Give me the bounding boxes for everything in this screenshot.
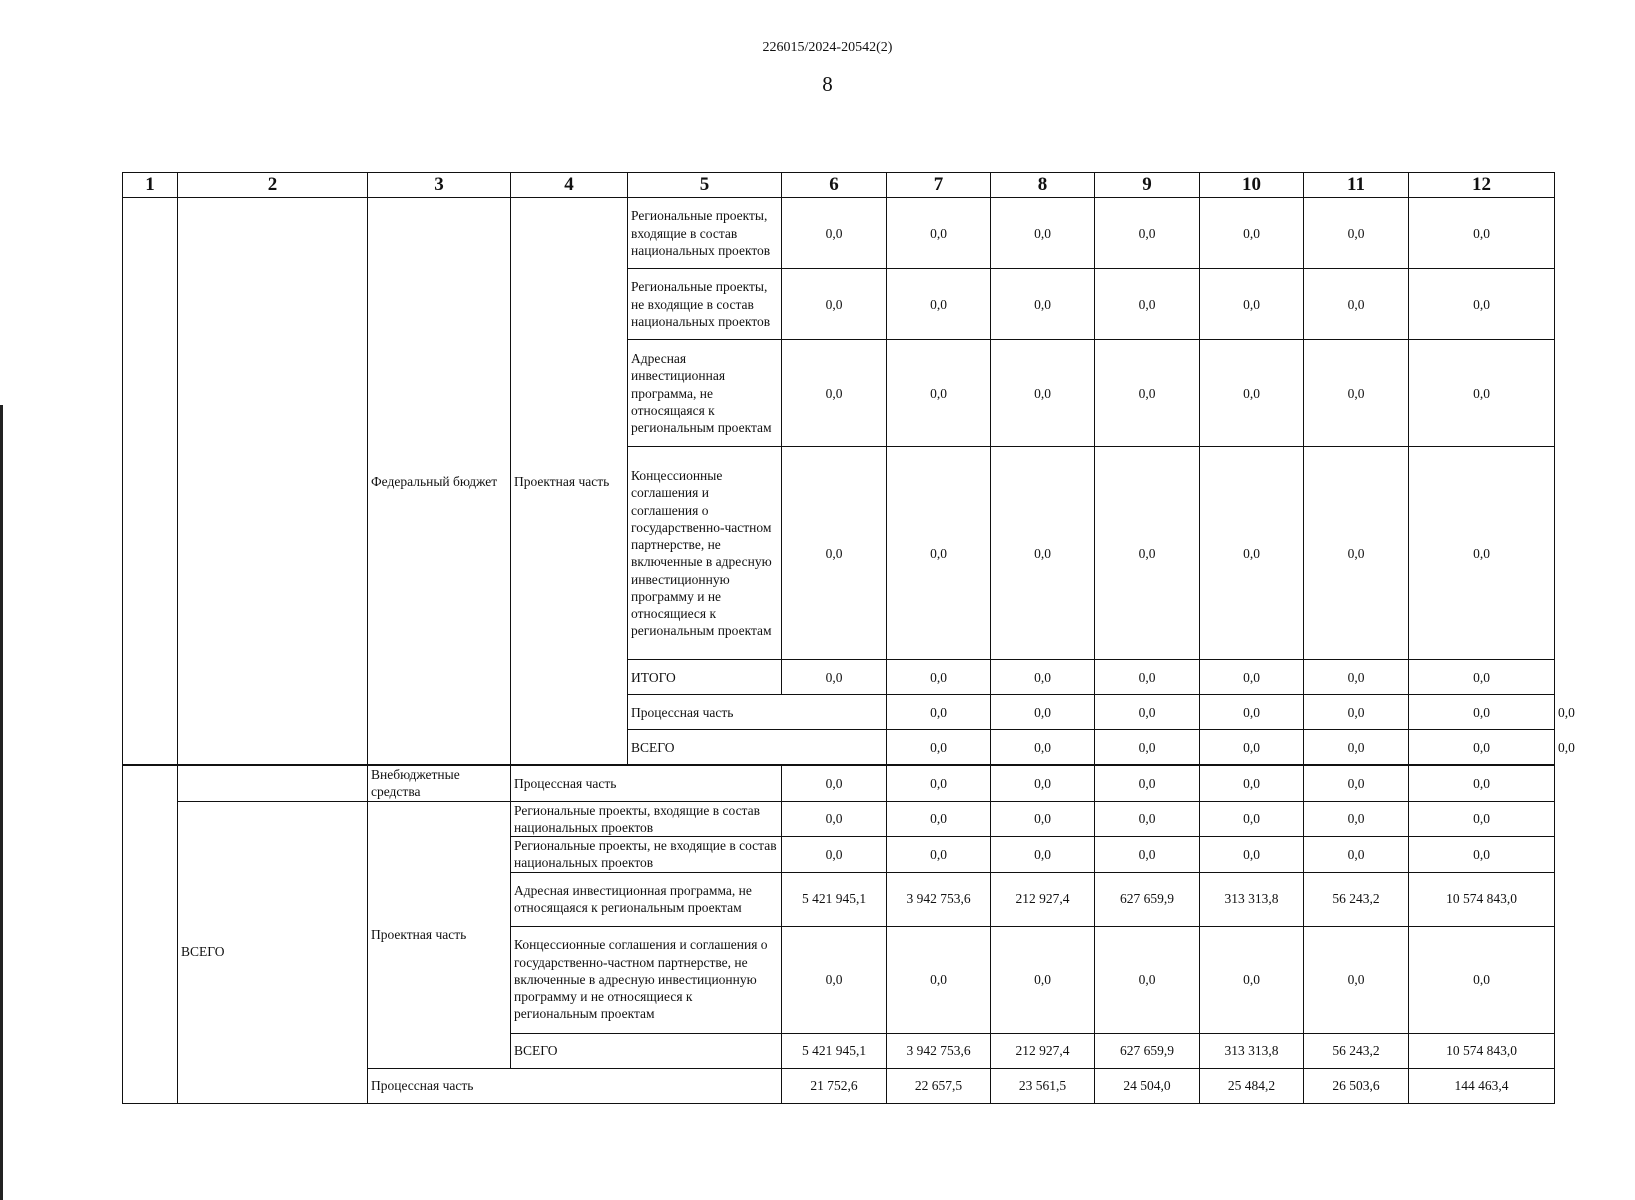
column-number: 10 [1200, 173, 1304, 198]
value-cell: 0,0 [1200, 730, 1304, 765]
column-number: 8 [991, 173, 1095, 198]
project-part-label: Проектная часть [511, 198, 628, 765]
value-cell: 56 243,2 [1304, 872, 1409, 926]
value-cell: 0,0 [991, 198, 1095, 269]
value-cell: 627 659,9 [1095, 872, 1200, 926]
value-cell: 23 561,5 [991, 1068, 1095, 1103]
row-label: Региональные проекты, не входящие в состав национальных проектов [628, 269, 782, 340]
value-cell: 0,0 [991, 269, 1095, 340]
grand-total-label: ВСЕГО [178, 801, 368, 1103]
row-label: Концессионные соглашения и соглашения о государственно-частном партнерстве, не включенные в адресную инвестиционную программу и не относящиеся к региональным проектам [511, 926, 782, 1033]
value-cell: 0,0 [1200, 766, 1304, 802]
column-number: 2 [178, 173, 368, 198]
value-cell: 0,0 [1200, 660, 1304, 695]
value-cell: 0,0 [991, 447, 1095, 660]
value-cell: 0,0 [1409, 926, 1555, 1033]
value-cell: 0,0 [1200, 837, 1304, 873]
value-cell: 0,0 [1409, 340, 1555, 447]
value-cell: 0,0 [1200, 695, 1304, 730]
value-cell: 5 421 945,1 [782, 1033, 887, 1068]
value-cell: 0,0 [991, 340, 1095, 447]
value-cell: 0,0 [887, 198, 991, 269]
value-cell: 0,0 [887, 695, 991, 730]
budget-table [122, 172, 1575, 765]
value-cell: 0,0 [1095, 837, 1200, 873]
value-cell: 0,0 [1095, 447, 1200, 660]
value-cell: 0,0 [991, 730, 1095, 765]
column-number-row [123, 173, 1555, 198]
value-cell: 0,0 [782, 269, 887, 340]
value-cell: 0,0 [887, 730, 991, 765]
row-label: Концессионные соглашения и соглашения о государственно-частном партнерстве, не включенные в адресную инвестиционную программу и не относящиеся к региональным проектам [628, 447, 782, 660]
value-cell: 22 657,5 [887, 1068, 991, 1103]
value-cell: 0,0 [991, 695, 1095, 730]
value-cell: 0,0 [1409, 837, 1555, 873]
value-cell: 0,0 [782, 801, 887, 837]
value-cell: 0,0 [1200, 801, 1304, 837]
empty-cell [178, 198, 368, 765]
column-number: 5 [628, 173, 782, 198]
value-cell: 0,0 [1304, 801, 1409, 837]
value-cell: 56 243,2 [1304, 1033, 1409, 1068]
empty-cell [178, 766, 368, 802]
value-cell: 0,0 [1200, 269, 1304, 340]
value-cell: 0,0 [887, 447, 991, 660]
table-row [123, 766, 1555, 802]
value-cell: 0,0 [1095, 926, 1200, 1033]
value-cell: 0,0 [887, 801, 991, 837]
row-label: ВСЕГО [511, 1033, 782, 1068]
value-cell: 0,0 [1095, 766, 1200, 802]
value-cell: 0,0 [1304, 269, 1409, 340]
value-cell: 0,0 [887, 269, 991, 340]
value-cell: 0,0 [1200, 447, 1304, 660]
empty-cell [123, 766, 178, 1104]
value-cell: 0,0 [1409, 660, 1555, 695]
value-cell: 0,0 [782, 340, 887, 447]
table-row [123, 801, 1555, 837]
value-cell: 0,0 [1304, 660, 1409, 695]
column-number: 3 [368, 173, 511, 198]
row-label: Процессная часть [511, 766, 782, 802]
value-cell: 0,0 [1304, 837, 1409, 873]
value-cell: 0,0 [782, 447, 887, 660]
value-cell: 3 942 753,6 [887, 1033, 991, 1068]
value-cell: 0,0 [1409, 695, 1555, 730]
value-cell: 26 503,6 [1304, 1068, 1409, 1103]
value-cell: 3 942 753,6 [887, 872, 991, 926]
funding-source-extrabudget: Внебюджетные средства [368, 766, 511, 802]
table-row [123, 198, 1555, 269]
value-cell: 0,0 [1200, 340, 1304, 447]
value-cell: 0,0 [1095, 801, 1200, 837]
value-cell: 0,0 [1409, 269, 1555, 340]
value-cell: 313 313,8 [1200, 872, 1304, 926]
column-number: 11 [1304, 173, 1409, 198]
value-cell: 144 463,4 [1409, 1068, 1555, 1103]
value-cell: 0,0 [1095, 695, 1200, 730]
budget-table-continued [122, 765, 1555, 1104]
document-registration-number: 226015/2024-20542(2) [762, 40, 893, 55]
value-cell: 0,0 [782, 926, 887, 1033]
value-cell: 0,0 [782, 837, 887, 873]
value-cell: 313 313,8 [1200, 1033, 1304, 1068]
value-cell: 0,0 [1095, 269, 1200, 340]
row-label: Региональные проекты, не входящие в состав национальных проектов [511, 837, 782, 873]
value-cell: 0,0 [991, 660, 1095, 695]
column-number: 12 [1409, 173, 1555, 198]
funding-source-federal: Федеральный бюджет [368, 198, 511, 765]
value-cell: 0,0 [887, 837, 991, 873]
page-number: 8 [822, 72, 833, 96]
value-cell: 0,0 [887, 340, 991, 447]
value-cell: 0,0 [782, 766, 887, 802]
value-cell: 0,0 [1304, 695, 1409, 730]
value-cell: 0,0 [1304, 730, 1409, 765]
value-cell: 10 574 843,0 [1409, 1033, 1555, 1068]
value-cell: 5 421 945,1 [782, 872, 887, 926]
value-cell: 212 927,4 [991, 872, 1095, 926]
row-label: Процессная часть [628, 695, 887, 730]
value-cell: 21 752,6 [782, 1068, 887, 1103]
column-number: 6 [782, 173, 887, 198]
column-number: 4 [511, 173, 628, 198]
value-cell: 0,0 [782, 660, 887, 695]
value-cell: 0,0 [991, 801, 1095, 837]
value-cell: 0,0 [1095, 730, 1200, 765]
column-number: 9 [1095, 173, 1200, 198]
value-cell: 0,0 [1409, 801, 1555, 837]
value-cell: 0,0 [1409, 198, 1555, 269]
value-cell: 0,0 [1200, 198, 1304, 269]
project-part-label: Проектная часть [368, 801, 511, 1068]
column-number: 1 [123, 173, 178, 198]
row-label: Региональные проекты, входящие в состав национальных проектов [511, 801, 782, 837]
value-cell: 212 927,4 [991, 1033, 1095, 1068]
row-label: Региональные проекты, входящие в состав национальных проектов [628, 198, 782, 269]
value-cell: 0,0 [1304, 766, 1409, 802]
value-cell: 0,0 [1304, 340, 1409, 447]
value-cell: 0,0 [782, 198, 887, 269]
row-label: ВСЕГО [628, 730, 887, 765]
row-label: Процессная часть [368, 1068, 782, 1103]
row-label: Адресная инвестиционная программа, не относящаяся к региональным проектам [511, 872, 782, 926]
value-cell: 0,0 [1304, 926, 1409, 1033]
scan-edge-line [0, 405, 3, 1200]
table-row: ВСЕГО 0,0 0,0 0,0 0,0 0,0 0,0 0,0 [123, 730, 1555, 765]
value-cell: 0,0 [1095, 198, 1200, 269]
empty-cell [123, 198, 178, 765]
row-label: ИТОГО [628, 660, 782, 695]
value-cell: 10 574 843,0 [1409, 872, 1555, 926]
row-label: Адресная инвестиционная программа, не относящаяся к региональным проектам [628, 340, 782, 447]
value-cell: 24 504,0 [1095, 1068, 1200, 1103]
value-cell: 0,0 [887, 926, 991, 1033]
value-cell: 0,0 [1304, 198, 1409, 269]
value-cell: 0,0 [887, 766, 991, 802]
value-cell: 0,0 [1409, 447, 1555, 660]
value-cell: 0,0 [1304, 447, 1409, 660]
value-cell: 0,0 [1095, 340, 1200, 447]
value-cell: 25 484,2 [1200, 1068, 1304, 1103]
value-cell: 0,0 [991, 837, 1095, 873]
column-number: 7 [887, 173, 991, 198]
value-cell: 0,0 [887, 660, 991, 695]
table-row: Процессная часть 0,0 0,0 0,0 0,0 0,0 0,0 0,0 [123, 695, 1555, 730]
value-cell: 0,0 [1409, 766, 1555, 802]
value-cell: 0,0 [1409, 730, 1555, 765]
value-cell: 0,0 [1095, 660, 1200, 695]
value-cell: 0,0 [991, 926, 1095, 1033]
value-cell: 0,0 [1200, 926, 1304, 1033]
value-cell: 0,0 [991, 766, 1095, 802]
value-cell: 627 659,9 [1095, 1033, 1200, 1068]
